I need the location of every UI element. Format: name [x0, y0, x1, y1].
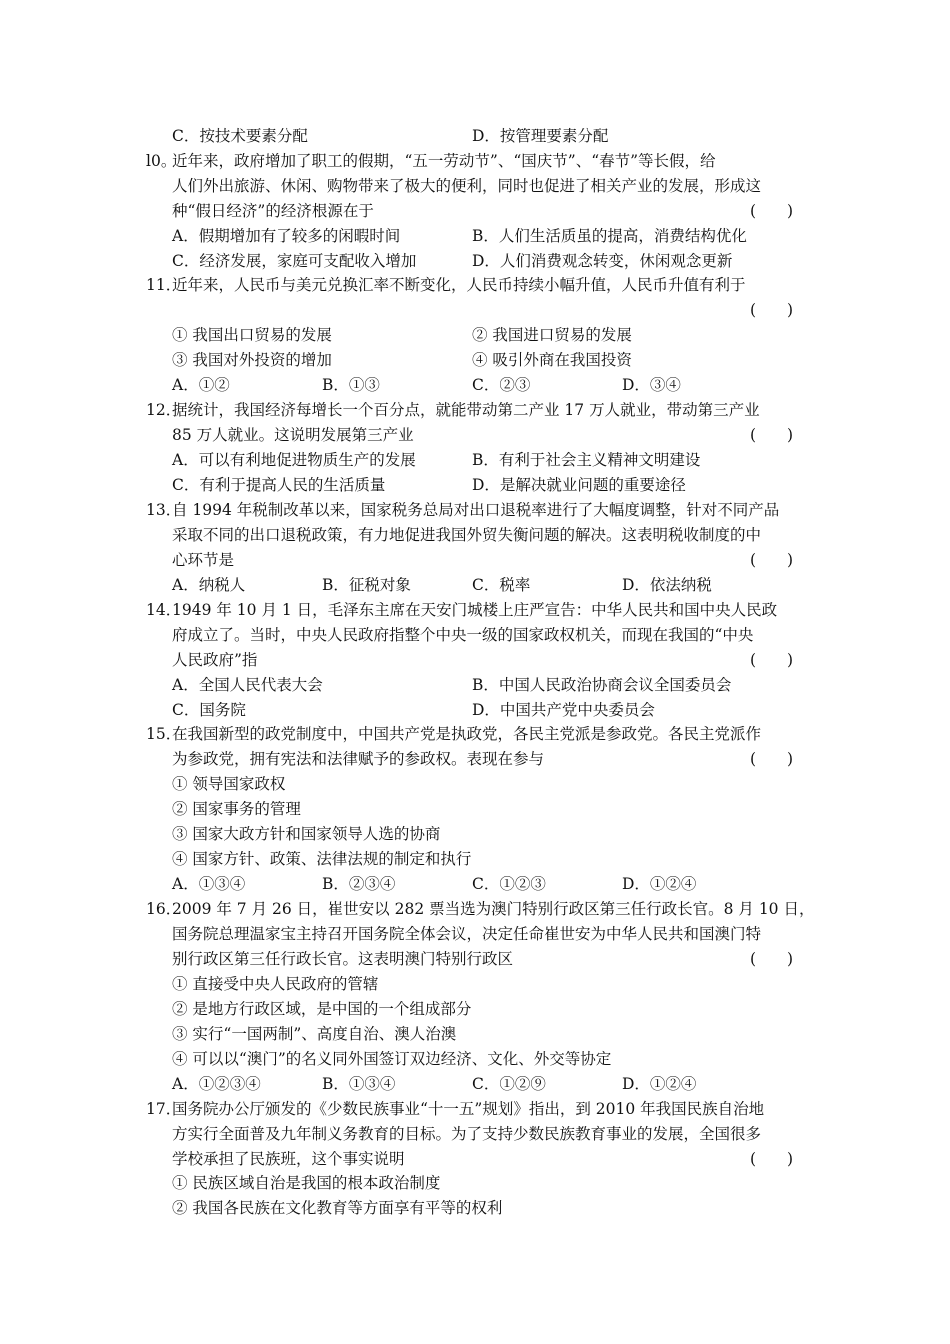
- option-a: A．纳税人: [172, 576, 246, 594]
- question-number: 14．: [146, 601, 182, 619]
- option-c: C．按技术要素分配: [172, 127, 308, 145]
- option-a: A．①②③④: [172, 1075, 261, 1093]
- question-text: 心环节是: [172, 551, 235, 569]
- option-a: A．①②: [172, 376, 230, 394]
- option-a: A．可以有利地促进物质生产的发展: [172, 451, 416, 469]
- answer-paren: ( ): [750, 551, 794, 569]
- statement-item: ② 是地方行政区域，是中国的一个组成部分: [172, 1000, 472, 1018]
- statement-item: ③ 国家大政方针和国家领导人选的协商: [172, 825, 441, 843]
- question-number: 12．: [146, 401, 182, 419]
- statement-item: ① 领导国家政权: [172, 775, 286, 793]
- answer-paren: ( ): [750, 651, 794, 669]
- option-b: B．①③: [322, 376, 380, 394]
- question-text: 国务院办公厅颁发的《少数民族事业“十一五”规划》指出，到 2010 年我国民族自治地: [172, 1100, 765, 1118]
- answer-paren: ( ): [750, 301, 794, 319]
- question-text: 在我国新型的政党制度中，中国共产党是执政党，各民主党派是参政党。各民主党派作: [172, 725, 762, 743]
- statement-item: ④ 可以以“澳门”的名义同外国签订双边经济、文化、外交等协定: [172, 1050, 612, 1068]
- question-number: 13．: [146, 501, 182, 519]
- option-a: A．全国人民代表大会: [172, 676, 323, 694]
- option-b: B．①③④: [322, 1075, 396, 1093]
- question-text: 方实行全面普及九年制义务教育的目标。为了支持少数民族教育事业的发展，全国很多: [172, 1125, 762, 1143]
- answer-paren: ( ): [750, 1150, 794, 1168]
- question-text: 国务院总理温家宝主持召开国务院全体会议，决定任命崔世安为中华人民共和国澳门特: [172, 925, 762, 943]
- statement-item: ③ 我国对外投资的增加: [172, 351, 332, 369]
- answer-paren: ( ): [750, 950, 794, 968]
- question-text: 2009 年 7 月 26 日，崔世安以 282 票当选为澳门特别行政区第三任行政长官。8 月 10 日，: [172, 900, 815, 918]
- question-text: 据统计，我国经济每增长一个百分点，就能带动第二产业 17 万人就业，带动第三产业: [172, 401, 760, 419]
- question-text: 近年来，政府增加了职工的假期，“五一劳动节”、“国庆节”、“春节”等长假，给: [172, 152, 716, 170]
- option-c: C．税率: [472, 576, 531, 594]
- option-c: C．国务院: [172, 701, 246, 719]
- question-text: 人们外出旅游、休闲、购物带来了极大的便利，同时也促进了相关产业的发展，形成这: [172, 177, 762, 195]
- question-text: 自 1994 年税制改革以来，国家税务总局对出口退税率进行了大幅度调整，针对不同产品: [172, 501, 780, 519]
- option-d: D．①②④: [622, 1075, 697, 1093]
- question-text: 人民政府”指: [172, 651, 258, 669]
- option-b: B．②③④: [322, 875, 396, 893]
- statement-item: ③ 实行“一国两制”、高度自治、澳人治澳: [172, 1025, 457, 1043]
- option-d: D．③④: [622, 376, 681, 394]
- question-text: 别行政区第三任行政长官。这表明澳门特别行政区: [172, 950, 514, 968]
- question-number: l0。: [146, 152, 177, 170]
- option-d: D．人们消费观念转变，休闲观念更新: [472, 252, 733, 270]
- statement-item: ② 我国各民族在文化教育等方面享有平等的权利: [172, 1199, 503, 1217]
- option-a: A．①③④: [172, 875, 246, 893]
- question-text: 85 万人就业。这说明发展第三产业: [172, 426, 414, 444]
- statement-item: ② 我国进口贸易的发展: [472, 326, 632, 344]
- question-text: 学校承担了民族班，这个事实说明: [172, 1150, 405, 1168]
- option-d: D．按管理要素分配: [472, 127, 609, 145]
- question-text: 府成立了。当时，中央人民政府指整个中央一级的国家政权机关，而现在我国的“中央: [172, 626, 754, 644]
- question-text: 种“假日经济”的经济根源在于: [172, 202, 374, 220]
- question-text: 为参政党，拥有宪法和法律赋予的参政权。表现在参与: [172, 750, 545, 768]
- question-text: 采取不同的出口退税政策，有力地促进我国外贸失衡问题的解决。这表明税收制度的中: [172, 526, 762, 544]
- question-number: 16．: [146, 900, 182, 918]
- option-c: C．②③: [472, 376, 531, 394]
- option-c: C．①②⑨: [472, 1075, 546, 1093]
- statement-item: ④ 国家方针、政策、法律法规的制定和执行: [172, 850, 472, 868]
- question-text: 1949 年 10 月 1 日，毛泽东主席在天安门城楼上庄严宣告：中华人民共和国中央人民政: [172, 601, 778, 619]
- option-b: B．人们生活质虽的提高，消费结构优化: [472, 227, 747, 245]
- option-c: C．经济发展，家庭可支配收入增加: [172, 252, 417, 270]
- option-d: D．是解决就业问题的重要途径: [472, 476, 686, 494]
- option-d: D．依法纳税: [622, 576, 712, 594]
- statement-item: ① 我国出口贸易的发展: [172, 326, 332, 344]
- question-number: 11．: [146, 276, 182, 294]
- statement-item: ④ 吸引外商在我国投资: [472, 351, 632, 369]
- statement-item: ② 国家事务的管理: [172, 800, 301, 818]
- option-d: D．①②④: [622, 875, 697, 893]
- option-d: D．中国共产党中央委员会: [472, 701, 655, 719]
- question-text: 近年来，人民币与美元兑换汇率不断变化，人民币持续小幅升值，人民币升值有利于: [172, 276, 746, 294]
- question-number: 17．: [146, 1100, 182, 1118]
- statement-item: ① 民族区域自治是我国的根本政治制度: [172, 1174, 441, 1192]
- option-b: B．征税对象: [322, 576, 411, 594]
- option-c: C．有利于提高人民的生活质量: [172, 476, 386, 494]
- question-number: 15．: [146, 725, 182, 743]
- answer-paren: ( ): [750, 750, 794, 768]
- option-a: A．假期增加有了较多的闲暇时间: [172, 227, 401, 245]
- option-b: B．有利于社会主义精神文明建设: [472, 451, 701, 469]
- answer-paren: ( ): [750, 202, 794, 220]
- option-c: C．①②③: [472, 875, 546, 893]
- option-b: B．中国人民政治协商会议全国委员会: [472, 676, 732, 694]
- answer-paren: ( ): [750, 426, 794, 444]
- statement-item: ① 直接受中央人民政府的管辖: [172, 975, 379, 993]
